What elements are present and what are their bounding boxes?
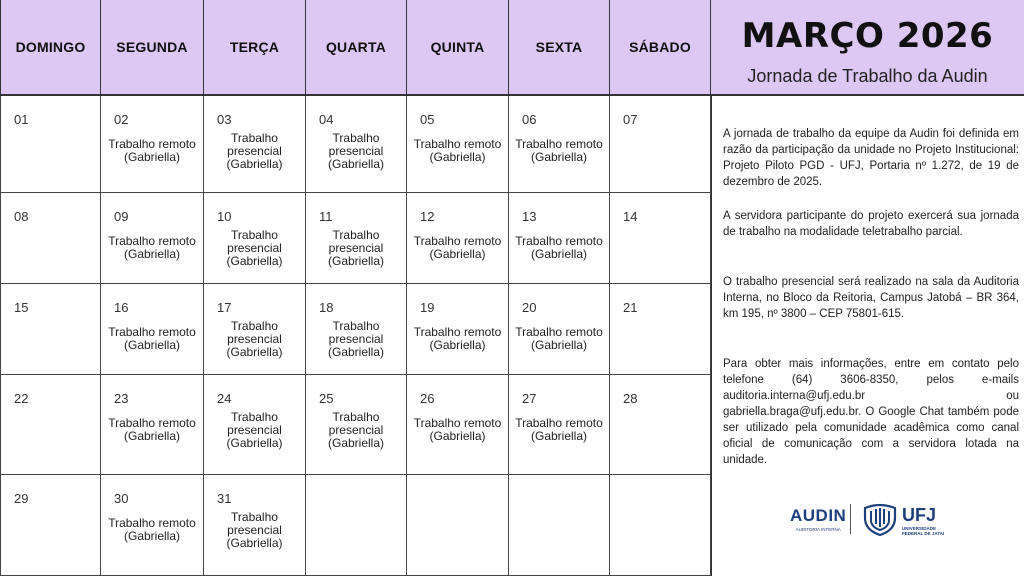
day-number: 23 (114, 391, 129, 406)
day-number: 03 (217, 112, 232, 127)
calendar-day-cell (101, 193, 204, 284)
day-number: 24 (217, 391, 232, 406)
calendar-day-cell (0, 193, 101, 284)
day-number: 19 (420, 300, 435, 315)
calendar-day-cell (101, 284, 204, 375)
calendar-day-cell (306, 193, 407, 284)
day-number: 16 (114, 300, 129, 315)
calendar-day-cell (509, 375, 610, 475)
work-mode-text: Trabalho remoto (Gabriella) (108, 416, 196, 443)
calendar-day-cell (0, 375, 101, 475)
page-title: MARÇO 2026 (741, 16, 994, 56)
calendar-day-cell (306, 375, 407, 475)
day-number: 15 (14, 300, 29, 315)
calendar-day-cell (407, 475, 509, 576)
day-number: 31 (217, 491, 232, 506)
calendar-day-cell (407, 375, 509, 475)
calendar-day-cell (101, 475, 204, 576)
day-number: 12 (420, 209, 435, 224)
day-number: 09 (114, 209, 129, 224)
work-mode-text: Trabalho remoto (Gabriella) (413, 325, 502, 352)
day-number: 21 (623, 300, 638, 315)
work-mode-text: Trabalho remoto (Gabriella) (515, 234, 603, 261)
work-mode-text: Trabalho presencial (Gabriella) (327, 410, 384, 450)
calendar-day-cell (204, 375, 306, 475)
audin-logo-sub: AUDITORIA INTERNA (795, 527, 841, 532)
calendar-day-cell (306, 96, 407, 193)
calendar-day-cell (610, 96, 711, 193)
calendar-day-cell (509, 475, 610, 576)
calendar-day-cell (306, 475, 407, 576)
day-number: 06 (522, 112, 537, 127)
ufj-logo-name: UFJ (902, 505, 937, 525)
calendar-day-cell (407, 193, 509, 284)
audin-logo (790, 506, 846, 532)
info-paragraph: O trabalho presencial será realizado na sala da Auditoria Interna, no Bloco da Reitoria, Campus Jatobá – BR 364, km 195, nº 3800 – CEP 75801-615. (723, 276, 1019, 320)
calendar-day-cell (407, 284, 509, 375)
weekday-header: SEXTA (509, 0, 610, 96)
info-paragraph: A jornada de trabalho da equipe da Audin foi definida em razão da participação da unidade no Projeto Institucional: Projeto Piloto PGD - UFJ, Portaria nº 1.272, de 19 de dezembro de 2025. (723, 128, 1019, 188)
day-number: 08 (14, 209, 29, 224)
calendar-day-cell (306, 284, 407, 375)
calendar-day-cell (0, 475, 101, 576)
work-mode-text: Trabalho remoto (Gabriella) (108, 516, 196, 543)
work-mode-text: Trabalho presencial (Gabriella) (226, 410, 283, 450)
ufj-logo-sub-2: FEDERAL DE JATAÍ (902, 531, 945, 536)
day-number: 26 (420, 391, 435, 406)
calendar-day-cell (204, 284, 306, 375)
work-mode-text: Trabalho remoto (Gabriella) (108, 137, 196, 164)
calendar-day-cell (509, 193, 610, 284)
calendar-day-cell (0, 284, 101, 375)
work-mode-text: Trabalho presencial (Gabriella) (226, 510, 283, 550)
day-number: 02 (114, 112, 129, 127)
day-number: 10 (217, 209, 232, 224)
logo-divider (850, 504, 851, 534)
day-number: 13 (522, 209, 537, 224)
logos (712, 500, 1024, 540)
work-mode-text: Trabalho remoto (Gabriella) (413, 234, 502, 261)
calendar-day-cell (407, 96, 509, 193)
title-box (711, 0, 1024, 96)
page-subtitle: Jornada de Trabalho da Audin (747, 66, 988, 86)
weekday-header: SEGUNDA (101, 0, 204, 96)
work-mode-text: Trabalho presencial (Gabriella) (327, 228, 384, 268)
weekday-header: QUARTA (306, 0, 407, 96)
work-mode-text: Trabalho presencial (Gabriella) (226, 228, 283, 268)
work-mode-text: Trabalho presencial (Gabriella) (327, 319, 384, 359)
day-number: 05 (420, 112, 435, 127)
calendar-day-cell (204, 96, 306, 193)
day-number: 07 (623, 112, 638, 127)
weekday-header: DOMINGO (0, 0, 101, 96)
day-number: 14 (623, 209, 638, 224)
ufj-emblem-icon (862, 502, 898, 536)
work-mode-text: Trabalho remoto (Gabriella) (108, 325, 196, 352)
day-number: 20 (522, 300, 537, 315)
info-paragraph: Para obter mais informações, entre em contato pelo telefone (64) 3606-8350, pelos e-mails auditoria.interna@ufj.edu.br ou gabriella.braga@ufj.edu.br. O Google Chat também pode ser utilizado pela comunidade acadêmica como canal oficial de comunicação com a servidora lotada na unidade. (723, 358, 1019, 466)
day-number: 18 (319, 300, 334, 315)
work-mode-text: Trabalho remoto (Gabriella) (108, 234, 196, 261)
work-mode-text: Trabalho remoto (Gabriella) (413, 137, 502, 164)
day-number: 01 (14, 112, 29, 127)
calendar-day-cell (0, 96, 101, 193)
calendar-day-cell (101, 96, 204, 193)
day-number: 30 (114, 491, 129, 506)
work-mode-text: Trabalho presencial (Gabriella) (327, 131, 384, 171)
calendar-day-cell (610, 475, 711, 576)
calendar-day-cell (101, 375, 204, 475)
work-mode-text: Trabalho presencial (Gabriella) (226, 319, 283, 359)
calendar-day-cell (204, 475, 306, 576)
day-number: 27 (522, 391, 537, 406)
ufj-logo-sub-1: UNIVERSIDADE (902, 526, 937, 531)
work-mode-text: Trabalho remoto (Gabriella) (515, 325, 603, 352)
weekday-header: SÁBADO (610, 0, 711, 96)
weekday-header: QUINTA (407, 0, 509, 96)
calendar-day-cell (509, 96, 610, 193)
work-mode-text: Trabalho remoto (Gabriella) (515, 416, 603, 443)
work-mode-text: Trabalho presencial (Gabriella) (226, 131, 283, 171)
day-number: 29 (14, 491, 29, 506)
audin-logo-name: AUDIN (790, 506, 847, 525)
day-number: 28 (623, 391, 638, 406)
ufj-logo (902, 505, 944, 536)
calendar-day-cell (610, 284, 711, 375)
calendar-day-cell (509, 284, 610, 375)
calendar-day-cell (610, 375, 711, 475)
calendar-day-cell (610, 193, 711, 284)
info-paragraph: A servidora participante do projeto exercerá sua jornada de trabalho na modalidade teletrabalho parcial. (723, 210, 1019, 238)
calendar-day-cell (204, 193, 306, 284)
work-mode-text: Trabalho remoto (Gabriella) (413, 416, 502, 443)
day-number: 25 (319, 391, 334, 406)
day-number: 17 (217, 300, 232, 315)
work-mode-text: Trabalho remoto (Gabriella) (515, 137, 603, 164)
day-number: 11 (319, 209, 333, 224)
day-number: 22 (14, 391, 29, 406)
day-number: 04 (319, 112, 334, 127)
info-panel (711, 96, 1024, 576)
weekday-header: TERÇA (204, 0, 306, 96)
